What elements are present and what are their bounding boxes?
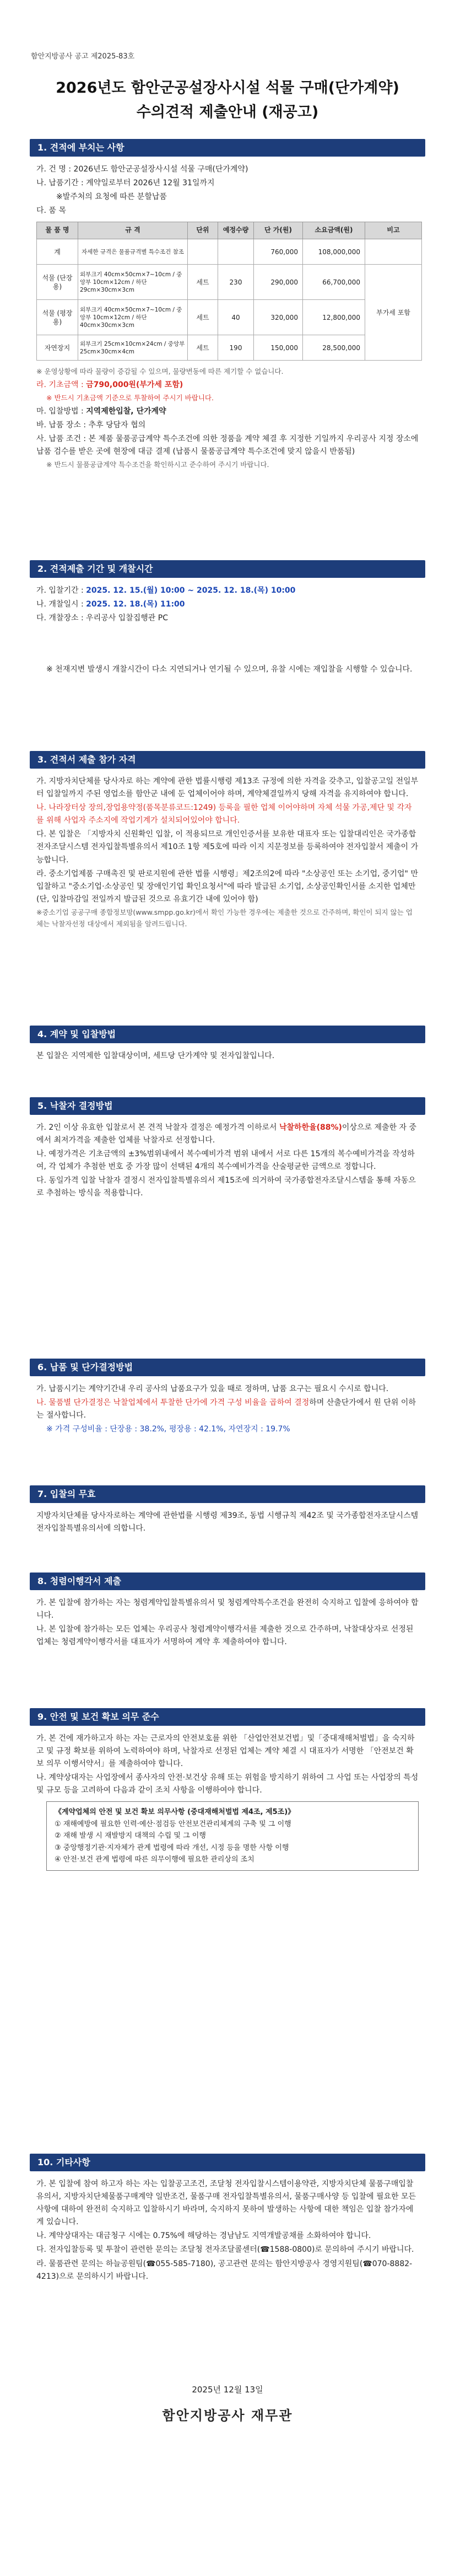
table-cell: 760,000 [254, 239, 303, 265]
table-cell: 석물 (단장용) [37, 265, 78, 300]
section-5-header: 5. 낙찰자 결정방법 [30, 1097, 425, 1115]
table-row [37, 239, 422, 265]
eligibility-ga: 가. 지방자치단체를 당사자로 하는 계약에 관한 법률시행령 제13조 규정에 의한 자격을 갖추고, 입찰공고일 전일부터 입찰일까지 주된 영업소를 함안군 내에 둔 업체이어야 하며, 계약체결일까지 당해 자격을 유지하여야 합니다. [36, 777, 419, 799]
table-cell: 외부크기 25cm×10cm×24cm / 중앙부 25cm×30cm×4cm [78, 335, 188, 361]
table-row [37, 265, 422, 300]
item-table [36, 222, 422, 361]
safety-box-item: ③ 중앙행정기관·지자체가 관계 법령에 따라 개선, 시정 등을 명한 사항 이행 [55, 1843, 289, 1852]
budget-row: 라. 기초금액 : 금790,000원(부가세 포함) [36, 380, 183, 389]
table-cell: 세트 [188, 300, 218, 335]
table-header: 비고 [365, 222, 422, 239]
table-cell: 외부크기 40cm×50cm×7~10cm / 중앙부 10cm×12cm / 하단 29cm×30cm×3cm [78, 265, 188, 300]
opening-time-row: 나. 개찰일시 : 2025. 12. 18.(목) 11:00 [36, 600, 185, 609]
table-header: 단위 [188, 222, 218, 239]
budget-note: ※ 반드시 기초금액 기준으로 투찰하여 주시기 바랍니다. [46, 394, 214, 402]
section-2-header: 2. 견적제출 기간 및 개찰시간 [30, 560, 425, 578]
section-3 [30, 751, 425, 931]
table-cell: 230 [218, 265, 254, 300]
table-cell: 세트 [188, 335, 218, 361]
delivery-na: 나. 물품별 단가결정은 낙찰업체에서 투찰한 단가에 가격 구성 비율을 곱하여 결정하며 산출단가에서 원 단위 이하는 절사합니다. [36, 1398, 416, 1420]
misc-ra: 라. 물품관련 문의는 하늘공원팀(☎055-585-7180), 공고관련 문의는 함안지방공사 경영지원팀(☎070-8882-4213)으로 문의하시기 바랍니다. [36, 2259, 413, 2281]
table-cell [188, 239, 218, 265]
section-1-header: 1. 견적에 부치는 사항 [30, 139, 425, 157]
safety-ga: 가. 본 건에 재가하고자 하는 자는 근로자의 안전보호를 위한 「산업안전보건법」및「중대재해처벌법」을 숙지하고 및 규정 확보를 위하여 노력하여야 하며, 낙찰자로 선정된 업체는 계약 체결 시 대표자가 서명한 「안전보건 확보 의무 이행서약서」를 제출하여야 합니다. [36, 1734, 415, 1769]
table-cell: 외부크기 40cm×50cm×7~10cm / 중앙부 10cm×12cm / 하단 40cm×30cm×3cm [78, 300, 188, 335]
section-10-header: 10. 기타사항 [30, 2154, 425, 2171]
signature-date: 2025년 12월 13일 [192, 2385, 263, 2395]
safety-box-item: ④ 안전·보건 관계 법령에 따른 의무이행에 필요한 관리상의 조치 [55, 1855, 254, 1864]
safety-obligation-box [46, 1801, 419, 1870]
section-8-header: 8. 청렴이행각서 제출 [30, 1573, 425, 1590]
delivery-period-note: ※발주처의 요청에 따른 분할납품 [56, 192, 167, 202]
table-cell: 66,700,000 [303, 265, 365, 300]
misc-da: 다. 전자입찰등록 및 투찰이 관련한 문의는 조달청 전자조달콜센터(☎1588-0800)로 문의하여 주시기 바랍니다. [36, 2245, 414, 2255]
table-cell: 150,000 [254, 335, 303, 361]
invalid-bid-text: 지방자치단체를 당사자로하는 계약에 관한법률 시행령 제39조, 동법 시행규칙 제42조 및 국가종합전자조달시스템 전자입찰특별유의서에 의합니다. [36, 1511, 419, 1533]
opening-place-row: 다. 개찰장소 : 우리공사 입찰집행관 PC [36, 614, 168, 623]
table-cell: 자세한 규격은 물품규격별 특수조건 참조 [78, 239, 188, 265]
section-8 [30, 1573, 425, 1650]
eligibility-da: 다. 본 입찰은 「지방자치 신원확인 입찰, 이 적용되므로 개인인증서를 보유한 대표자 또는 입찰대리인은 국가종합전자조달시스템 전자입찰특별유의서 제10조 1항 제5호에 따라 이지 지문정보를 등록하여야 전자입찰서 제출이 가능합니다. [36, 830, 419, 865]
eligibility-na: 나. 나라장터상 장의,장업용약정(품목분류코드:1249) 등록을 필한 업체 이어야하며 자체 석물 가공,제단 및 각자를 위해 사업자 주소지에 작업기계가 설치되어있어야 합니다. [36, 803, 412, 825]
section-3-header: 3. 견적서 제출 참가 자격 [30, 751, 425, 769]
quantity-note: ※ 운영상황에 따라 물량이 증감될 수 있으며, 물량변동에 따른 제기할 수 없습니다. [36, 367, 284, 376]
notice-number: 함안지방공사 공고 제2025-83호 [31, 52, 135, 61]
table-cell: 290,000 [254, 265, 303, 300]
safety-box-item: ① 재해예방에 필요한 인력·예산·점검등 안전보건관리체계의 구축 및 그 이행 [55, 1820, 291, 1828]
notice-title-line1: 2026년도 함안군공설장사시설 석물 구매(단가계약) [56, 79, 399, 96]
section-4-header: 4. 계약 및 입찰방법 [30, 1026, 425, 1043]
table-cell: 계 [37, 239, 78, 265]
section-6 [30, 1359, 425, 1437]
section-5 [30, 1097, 425, 1201]
section-7-header: 7. 입찰의 무효 [30, 1485, 425, 1503]
table-cell: 108,000,000 [303, 239, 365, 265]
eligibility-ra: 라. 중소기업제품 구매촉진 및 판로지원에 관한 법률 시행령」제2조의2에 따라 "소상공인 또는 소기업, 중기업" 만 입찰하고 "중소기업·소상공인 및 장애인기업 확인요청서"에 따라 발급된 소기업, 소상공인확인서를 소지한 업체만 (단, 입찰마감일 전일까지 발급된 것으로 유효기간 내에 있어야 함) [36, 869, 418, 904]
section-1 [30, 139, 425, 472]
item-label: 다. 품 목 [36, 206, 66, 216]
table-cell: 석물 (평장용) [37, 300, 78, 335]
bid-period-row: 가. 입찰기간 : 2025. 12. 15.(월) 10:00 ~ 2025. 12. 18.(목) 10:00 [36, 586, 296, 595]
table-cell: 부가세 포함 [365, 265, 422, 361]
integrity-ga: 가. 본 입찰에 참가하는 자는 청렴계약입찰특별유의서 및 청렴계약특수조건을 완전히 숙지하고 입찰에 응하여야 합니다. [36, 1598, 419, 1620]
table-cell: 40 [218, 300, 254, 335]
notice-title-line2: 수의견적 제출안내 (재공고) [136, 104, 319, 121]
section-6-header: 6. 납품 및 단가결정방법 [30, 1359, 425, 1376]
table-header: 물 품 명 [37, 222, 78, 239]
section-9 [30, 1708, 425, 1871]
contract-method-text: 본 입찰은 지역제한 입찰대상이며, 세트당 단가계약 및 전자입찰입니다. [36, 1051, 275, 1060]
integrity-na: 나. 본 입찰에 참가하는 모든 업체는 우리공사 청렴계약이행각서를 제출한 것으로 간주하며, 낙찰대상자로 선정된 업체는 청렴계약이행각서를 대표자가 서명하여 계약 후 제출하여야 합니다. [36, 1625, 414, 1647]
delivery-place-row: 바. 납품 장소 : 추후 당담자 협의 [36, 420, 146, 430]
table-cell: 190 [218, 335, 254, 361]
delivery-ga: 가. 납품시기는 계약기간내 우리 공사의 납품요구가 있을 때로 정하며, 납품 요구는 필요시 수시로 합니다. [36, 1384, 389, 1393]
section-4 [30, 1026, 425, 1064]
signature-name: 함안지방공사 재무관 [162, 2408, 293, 2423]
table-cell: 세트 [188, 265, 218, 300]
price-ratio-note: ※ 가격 구성비율 : 단장용 : 38.2%, 평장용 : 42.1%, 자연장지 : 19.7% [46, 1425, 290, 1434]
delivery-period-row: 나. 납품기간 : 계약일로부터 2026년 12월 31일까지 [36, 179, 215, 188]
table-cell: 320,000 [254, 300, 303, 335]
table-cell [365, 239, 422, 265]
table-row [37, 335, 422, 361]
award-da: 다. 동일가격 입찰 낙찰자 결정시 전자입찰특별유의서 제15조에 의거하여 국가종합전자조달시스템을 통해 자동으로 추첨하는 방식을 적용합니다. [36, 1176, 416, 1198]
section-7 [30, 1485, 425, 1536]
award-ga: 가. 2인 이상 유효한 입찰로서 본 견적 낙찰자 결정은 예정가격 이하로서 낙찰하한율(88%)이상으로 제출한 자 중에서 최저가격을 제출한 업체를 낙찰자로 선정합니다. [36, 1123, 416, 1145]
table-header: 규 격 [78, 222, 188, 239]
safety-na: 나. 계약상대자는 사업장에서 종사자의 안전·보건상 유해 또는 위험을 방지하기 위하여 그 사업 또는 사업장의 특성 및 규모 등을 고려하여 다음과 같이 조치 사항을 이행하여야 합니다. [36, 1773, 419, 1795]
safety-box-title: 《계약업체의 안전 및 보건 확보 의무사항 (중대재해처벌법 제4조, 제5조)》 [55, 1808, 295, 1817]
bid-method-row: 마. 입찰방법 : 지역제한입찰, 단가계약 [36, 406, 166, 416]
section-9-header: 9. 안전 및 보건 확보 의무 준수 [30, 1708, 425, 1726]
condition-note: ※ 반드시 물품공급계약 특수조건을 확인하시고 준수하여 주시기 바랍니다. [46, 460, 269, 469]
section-10 [30, 2154, 425, 2284]
table-cell: 자연장지 [37, 335, 78, 361]
table-row [37, 300, 422, 335]
item-name-row: 가. 건 명 : 2026년도 함안군공설장사시설 석물 구매(단가계약) [36, 165, 248, 174]
delivery-condition-row: 사. 납품 조건 : 본 제품 물품공급계약 특수조건에 의한 정품을 계약 체결 후 지정한 기일까지 우리공사 지정 장소에 납품 검수를 받은 곳에 현장에 대금 결제 (납품시 물품공급계약 특수조건에 맞지 않을시 반품됨) [36, 434, 419, 456]
table-header: 예정수량 [218, 222, 254, 239]
award-na: 나. 예정가격은 기초금액의 ±3%범위내에서 복수예비가격 범위 내에서 서로 다른 15개의 복수예비가격을 작성하여, 각 업체가 추첨한 번호 중 가장 많이 선택된 4개의 복수예비가격을 산술평균한 금액으로 정합니다. [36, 1150, 415, 1172]
eligibility-note: ※중소기업 공공구매 종합정보망(www.smpp.go.kr)에서 확인 가능한 경우에는 제출한 것으로 간주하며, 확인이 되지 않는 업체는 낙찰자선정 대상에서 제외됨을 알려드립니다. [36, 908, 413, 928]
misc-na: 나. 계약상대자는 대금청구 시에는 0.75%에 해당하는 경남남도 지역개발공채를 소화하여야 합니다. [36, 2231, 371, 2241]
table-cell: 28,500,000 [303, 335, 365, 361]
table-header: 단 가(원) [254, 222, 303, 239]
table-cell: 12,800,000 [303, 300, 365, 335]
section-2 [30, 560, 425, 677]
safety-box-item: ② 재해 발생 시 재발방지 대책의 수립 및 그 이행 [55, 1832, 206, 1840]
misc-ga: 가. 본 입찰에 참여 하고자 하는 자는 입찰공고조건, 조달청 전자입찰시스템이용약관, 지방자치단체 물품구매입찰유의서, 지방자치단체물품구매계약 일반조건, 물품구매 전자입찰특별유의서, 물품구매사양 등 입찰에 필요한 모든 사항에 대하여 완전히 숙지하고 입찰하시기 바라며, 숙지하지 못하여 발생하는 사항에 대한 책임은 입찰 참가자에게 있습니다. [36, 2180, 416, 2227]
table-header: 소요금액(원) [303, 222, 365, 239]
table-cell [218, 239, 254, 265]
schedule-note: ※ 천재지변 발생시 개찰시간이 다소 지연되거나 연기될 수 있으며, 유찰 시에는 재입찰을 시행할 수 있습니다. [46, 665, 413, 674]
